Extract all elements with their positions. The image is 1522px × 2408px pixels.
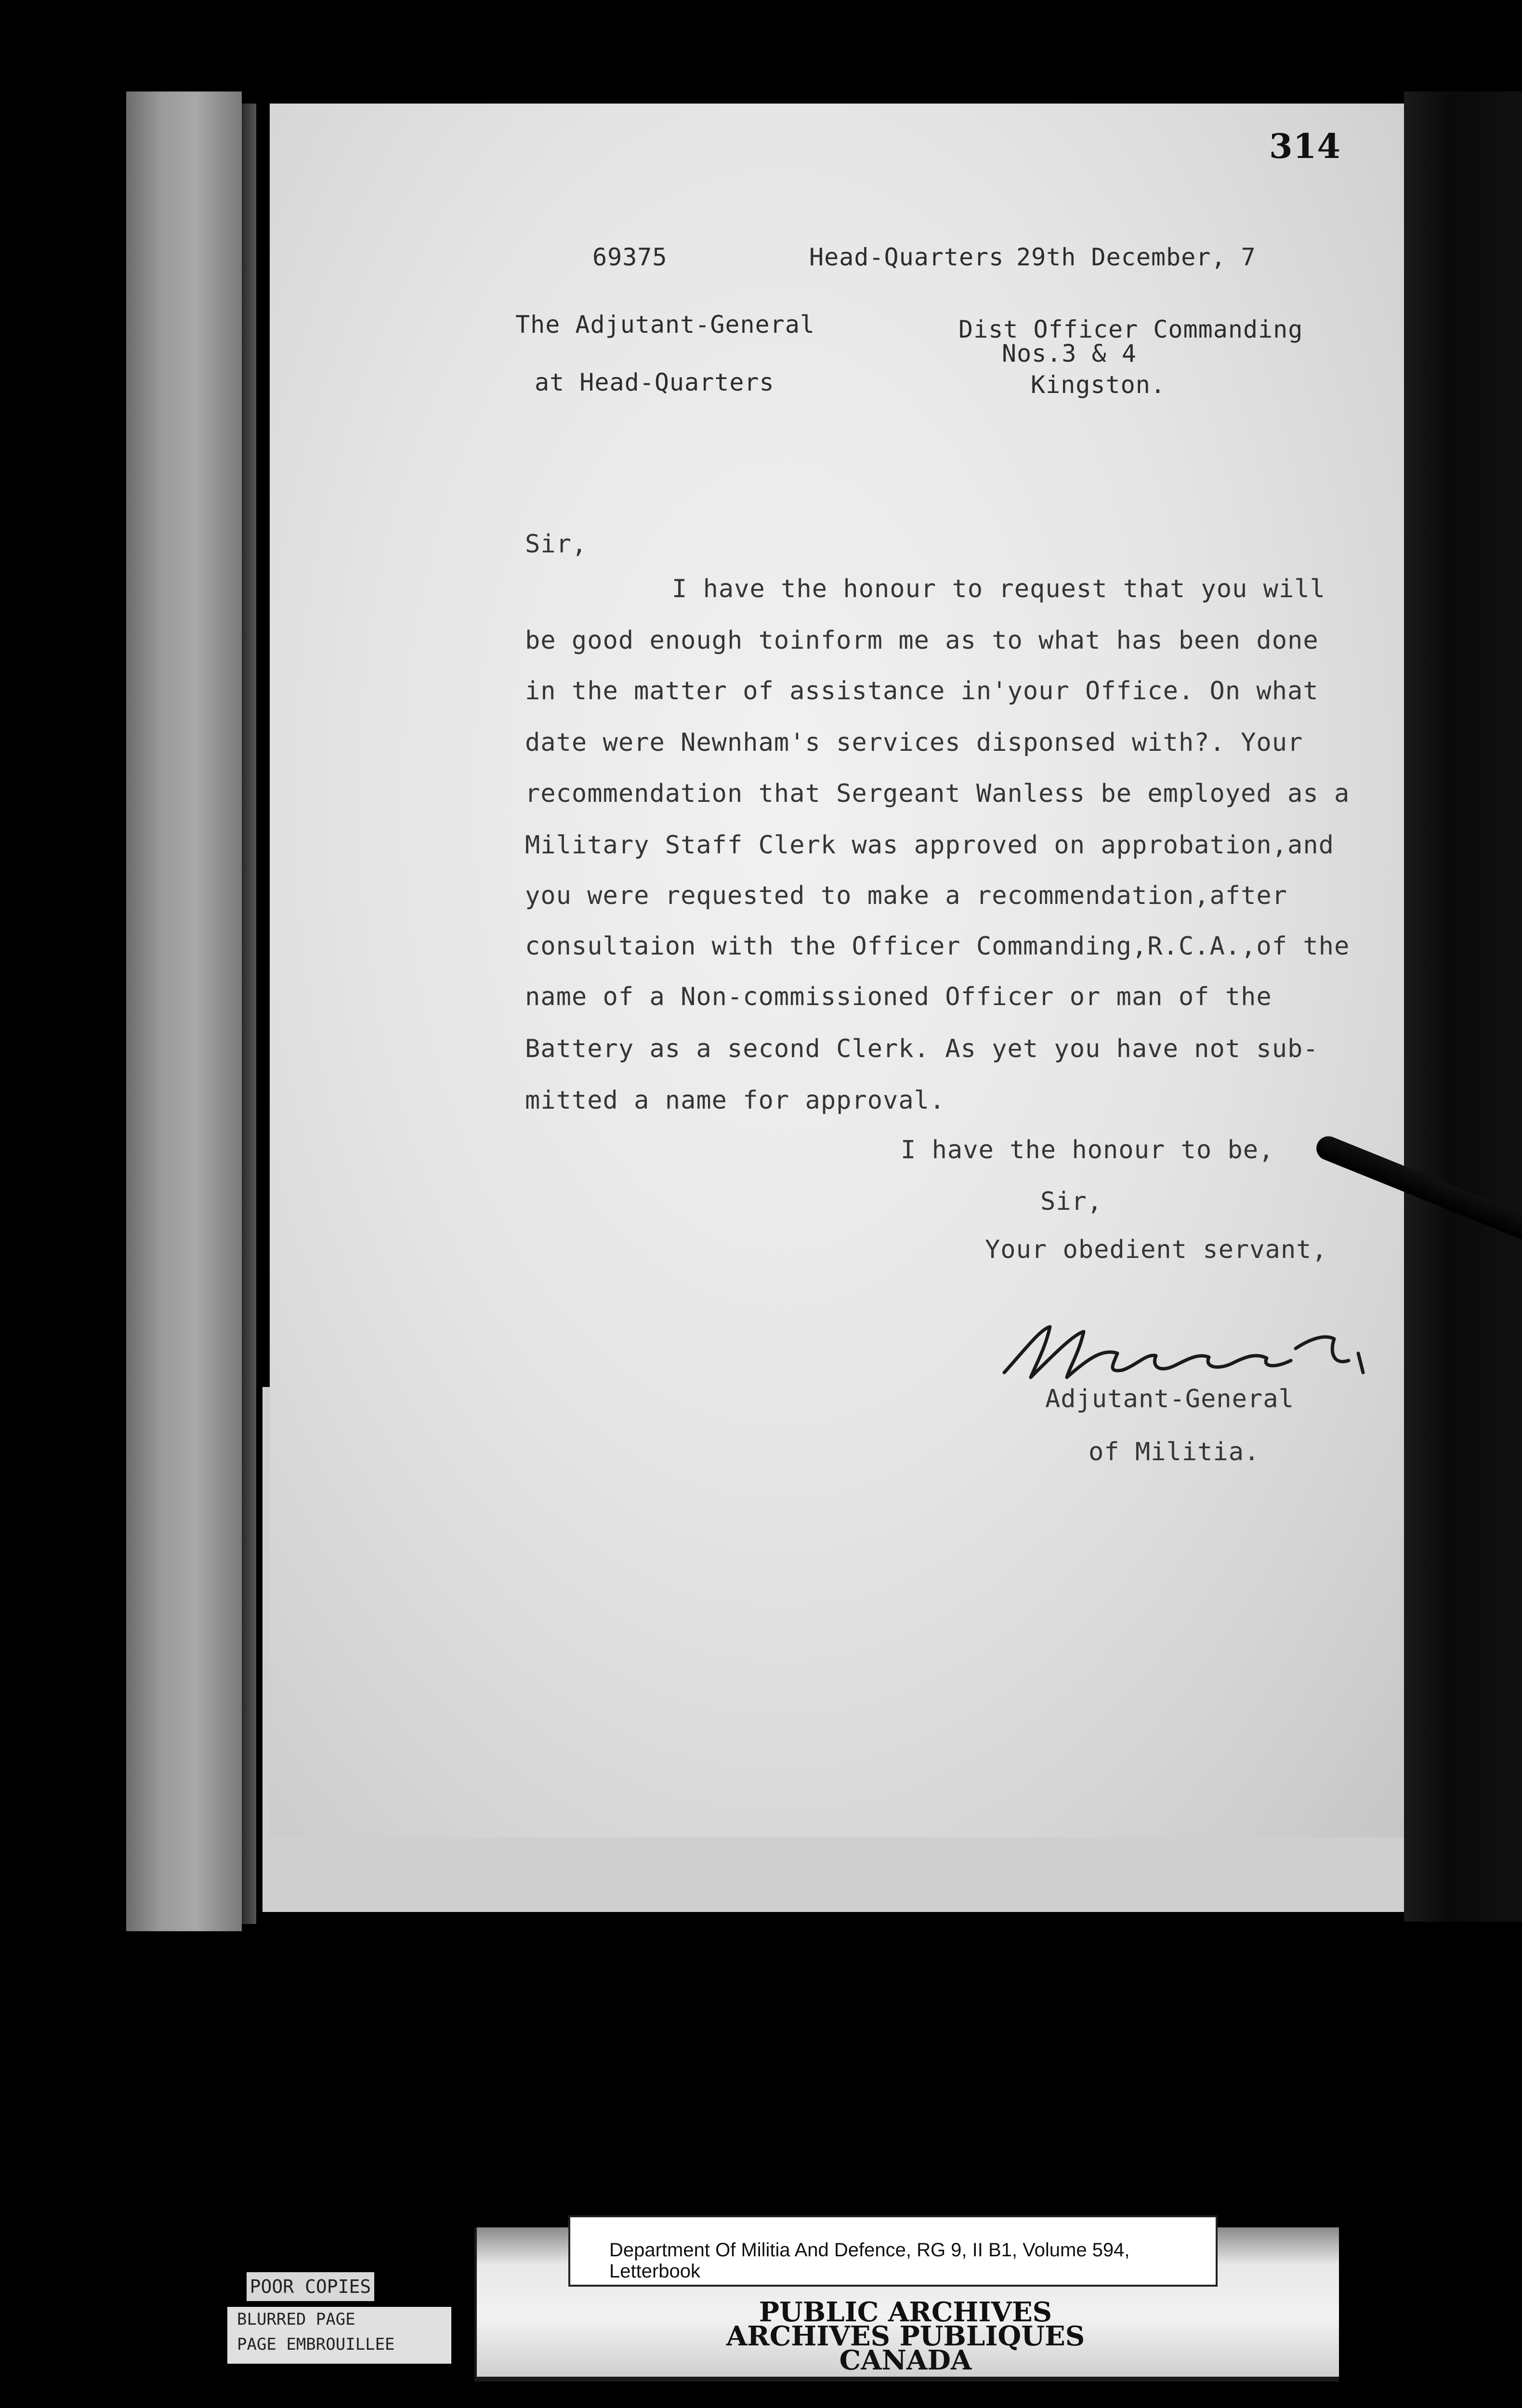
signature	[997, 1320, 1378, 1387]
reference-line-2: Letterbook	[609, 2261, 701, 2282]
left-page-edge	[242, 104, 256, 1924]
file-number: 69375	[592, 243, 668, 271]
body-line: in the matter of assistance in'your Office. On what	[525, 677, 1319, 706]
body-line: name of a Non-commissioned Officer or man of the	[525, 982, 1272, 1011]
body-line: Military Staff Clerk was approved on approbation,and	[525, 831, 1334, 860]
page-embrouillee-text: PAGE EMBROUILLEE	[237, 2335, 395, 2354]
poor-copies-label: POOR COPIES	[247, 2272, 374, 2301]
body-line: recommendation that Sergeant Wanless be employed as a	[525, 779, 1350, 808]
closing-line-1: I have the honour to be,	[901, 1136, 1274, 1165]
closing-line-3: Your obedient servant,	[985, 1235, 1327, 1264]
body-line: Battery as a second Clerk. As yet you have not sub-	[525, 1034, 1319, 1063]
binding-shadow	[1404, 92, 1522, 1922]
page-number: 314	[1269, 126, 1341, 166]
letter-page	[270, 104, 1404, 1837]
closing-line-2: Sir,	[1040, 1187, 1103, 1216]
letter-date: 29th December, 7	[1016, 243, 1256, 271]
recipient-line-1: Dist Officer Commanding	[958, 315, 1303, 343]
recipient-line-3: Kingston.	[1031, 371, 1166, 399]
blurred-page-label	[227, 2307, 451, 2364]
body-line: date were Newnham's services disponsed with?. Your	[525, 728, 1303, 757]
archives-line-1: PUBLIC ARCHIVES	[759, 2296, 1052, 2328]
salutation: Sir,	[525, 530, 588, 559]
body-line: mitted a name for approval.	[525, 1086, 945, 1115]
body-line: I have the honour to request that you will	[672, 575, 1325, 603]
reference-line-1: Department Of Militia And Defence, RG 9, II B1, Volume 594,	[609, 2239, 1130, 2261]
sender-line-2: at Head-Quarters	[535, 368, 774, 396]
archives-line-2: ARCHIVES PUBLIQUES	[726, 2320, 1085, 2352]
body-line: be good enough toinform me as to what has been done	[525, 626, 1319, 655]
sender-line-1: The Adjutant-General	[515, 311, 815, 339]
signature-title-line-2: of Militia.	[1089, 1438, 1260, 1466]
blurred-page-text: BLURRED PAGE	[237, 2310, 355, 2329]
body-line: you were requested to make a recommendation,after	[525, 881, 1288, 910]
place: Head-Quarters	[809, 243, 1004, 271]
archives-line-3: CANADA	[839, 2344, 972, 2376]
body-line: consultaion with the Officer Commanding,R.C.A.,of the	[525, 932, 1350, 961]
signature-title-line-1: Adjutant-General	[1045, 1385, 1294, 1413]
reference-text	[609, 2239, 1130, 2282]
recipient-line-2: Nos.3 & 4	[1002, 340, 1137, 367]
left-page	[126, 92, 242, 1931]
